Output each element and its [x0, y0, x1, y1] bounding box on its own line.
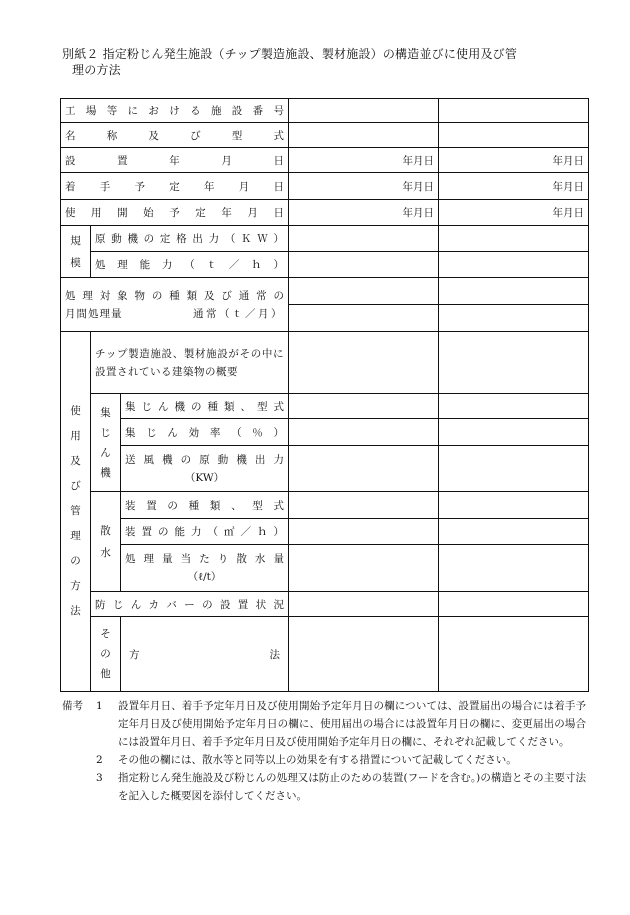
input-device-capacity-1[interactable] [289, 519, 439, 545]
input-use-date-2[interactable]: 年月日 [439, 200, 589, 226]
label-blower [121, 446, 289, 492]
title-line-1: 別紙２ 指定粉じん発生施設（チップ製造施設、製材施設）の構造並びに使用及び管 [62, 47, 518, 61]
input-capacity-1[interactable] [289, 252, 439, 278]
remark-number: 1 [96, 700, 103, 712]
input-sprinkle-amount-1[interactable] [289, 545, 439, 592]
input-capacity-2[interactable] [439, 252, 589, 278]
input-cover-1[interactable] [289, 592, 439, 617]
row-building [61, 332, 589, 394]
input-facility-number-2[interactable] [439, 99, 589, 123]
label-start-date: 着手予定年月日 [61, 173, 289, 200]
row-collector-eff [61, 419, 589, 446]
row-device-capacity [61, 519, 589, 545]
label-sprinkle-line2: （ℓ/t） [187, 571, 222, 583]
input-blower-2[interactable] [439, 446, 589, 492]
input-motor-output-2[interactable] [439, 226, 589, 252]
label-amount-line1: 処理対象物の種類及び通常の [65, 289, 284, 302]
input-collector-type-2[interactable] [439, 394, 589, 419]
row-sprinkle-amount [61, 545, 589, 592]
remarks [62, 697, 586, 805]
remark-text: 指定粉じん発生施設及び粉じんの処理又は防止のための装置(フードを含む｡)の構造とその主要寸法を記入した概要図を添付してください。 [118, 772, 586, 802]
label-use-date: 使用開始予定年月日 [61, 200, 289, 226]
remark-item [62, 751, 586, 769]
label-amount-monthly: 月間処理量 [65, 307, 123, 320]
row-blower [61, 446, 589, 492]
label-method [121, 617, 289, 692]
input-building-2[interactable] [439, 332, 589, 394]
label-capacity: 処理能力（ｔ／ｈ） [91, 252, 289, 278]
row-cover [61, 592, 589, 617]
label-device-type: 装置の種類、型式 [121, 492, 289, 519]
row-motor-output [61, 226, 589, 252]
remark-number: 3 [96, 772, 103, 784]
input-building-1[interactable] [289, 332, 439, 394]
input-install-date-1[interactable]: 年月日 [289, 148, 439, 173]
input-device-type-1[interactable] [289, 492, 439, 519]
input-name-type-2[interactable] [439, 123, 589, 148]
label-blower-line1: 送風機の原動機出力 [125, 453, 284, 466]
input-other-1[interactable] [289, 617, 439, 692]
input-cover-2[interactable] [439, 592, 589, 617]
title-line-2: 理の方法 [72, 63, 121, 77]
row-amount-1 [61, 278, 589, 305]
label-collector-type: 集じん機の種類、型式 [121, 394, 289, 419]
input-facility-number-1[interactable] [289, 99, 439, 123]
remark-item [62, 769, 586, 805]
label-building: チップ製造施設、製材施設がその中に設置されている建築物の概要 [91, 332, 289, 394]
input-collector-type-1[interactable] [289, 394, 439, 419]
label-sprinkle: 散水 [91, 492, 121, 592]
row-use-date [61, 200, 589, 226]
label-scale: 規模 [61, 226, 91, 278]
label-collector-eff: 集じん効率（％） [121, 419, 289, 446]
label-facility-number: 工場等における施設番号 [61, 99, 289, 123]
row-other [61, 617, 589, 692]
input-other-2[interactable] [439, 617, 589, 692]
remark-item [62, 697, 586, 751]
label-other: その他 [91, 617, 121, 692]
input-start-date-1[interactable]: 年月日 [289, 173, 439, 200]
label-name-type: 名称及び型式 [61, 123, 289, 148]
input-blower-1[interactable] [289, 446, 439, 492]
row-collector-type [61, 394, 589, 419]
label-cover: 防じんカバーの設置状況 [91, 592, 289, 617]
label-usage-method: 使用及び管理の方法 [61, 332, 91, 692]
row-start-date [61, 173, 589, 200]
row-device-type [61, 492, 589, 519]
input-use-date-1[interactable]: 年月日 [289, 200, 439, 226]
input-install-date-2[interactable]: 年月日 [439, 148, 589, 173]
input-amount-monthly-1[interactable] [289, 305, 439, 332]
input-start-date-2[interactable]: 年月日 [439, 173, 589, 200]
input-amount-kind-2[interactable] [439, 278, 589, 305]
label-motor-output: 原動機の定格出力（ＫＷ） [91, 226, 289, 252]
label-amount [61, 278, 289, 332]
remarks-label: 備考 [62, 700, 83, 712]
input-sprinkle-amount-2[interactable] [439, 545, 589, 592]
label-collector: 集じん機 [91, 394, 121, 492]
input-device-capacity-2[interactable] [439, 519, 589, 545]
input-collector-eff-2[interactable] [439, 419, 589, 446]
facility-form-table [60, 98, 589, 692]
row-capacity [61, 252, 589, 278]
label-sprinkle-amount [121, 545, 289, 592]
label-method-a: 方 [129, 648, 140, 661]
row-install-date [61, 148, 589, 173]
label-method-b: 法 [269, 648, 280, 661]
input-device-type-2[interactable] [439, 492, 589, 519]
label-sprinkle-line1: 処理量当たり散水量 [125, 553, 284, 565]
remark-number: 2 [96, 754, 103, 766]
label-device-capacity: 装置の能力（㎥／ｈ） [121, 519, 289, 545]
form-title [62, 46, 592, 78]
input-name-type-1[interactable] [289, 123, 439, 148]
input-amount-kind-1[interactable] [289, 278, 439, 305]
input-collector-eff-1[interactable] [289, 419, 439, 446]
input-amount-monthly-2[interactable] [439, 305, 589, 332]
remark-text: 設置年月日、着手予定年月日及び使用開始予定年月日の欄については、設置届出の場合には着手予定年月日及び使用開始予定年月日の欄に、使用届出の場合には設置年月日の欄に、変更届出の場合には設置年月日、着手予定年月日及び使用開始予定年月日の欄に、それぞれ記載してください。 [118, 700, 586, 748]
row-facility-number [61, 99, 589, 123]
label-blower-line2: （KW） [184, 471, 225, 484]
remark-text: その他の欄には、散水等と同等以上の効果を有する措置について記載してください。 [118, 754, 517, 766]
label-amount-normal: 通常（ｔ／月） [193, 307, 284, 320]
input-motor-output-1[interactable] [289, 226, 439, 252]
label-install-date: 設置年月日 [61, 148, 289, 173]
row-name-type [61, 123, 589, 148]
